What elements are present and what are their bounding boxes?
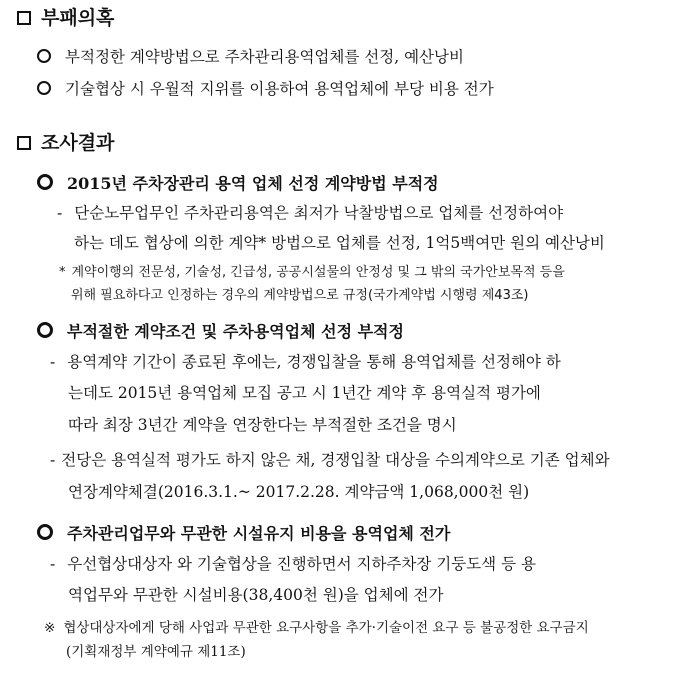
finding-1-note-line-1: * 계약이행의 전문성, 기술성, 긴급성, 공공시설물의 안정성 및 그 밖의 국가안보목적 등을	[59, 265, 565, 280]
checkbox-square-icon	[17, 11, 31, 25]
circle-bullet-icon	[37, 322, 53, 338]
finding-1-body-line-1: - 단순노무업무인 주차관리용역은 최저가 낙찰방법으로 업체를 선정하여야	[57, 204, 564, 222]
finding-1-note-line-2: 위해 필요하다고 인정하는 경우의 계약방법으로 규정(국가계약법 시행령 제43조)	[71, 288, 529, 303]
finding-2-body-line-1: - 용역계약 기간이 종료된 후에는, 경쟁입찰을 통해 용역업체를 선정해야 하	[50, 353, 561, 371]
checkbox-square-icon	[17, 136, 31, 150]
finding-3-body-line-2: 역업무와 무관한 시설비용(38,400천 원)을 업체에 전가	[68, 586, 444, 604]
finding-2-body2-line-2: 연장계약체결(2016.3.1.~ 2017.2.28. 계약금액 1,068,000천 원)	[68, 483, 530, 501]
finding-2-body-line-2: 는데도 2015년 용역업체 모집 공고 시 1년간 계약 후 용역실적 평가에	[68, 384, 541, 402]
section-heading-corruption-suspicion: 부패의혹	[17, 9, 114, 28]
section-heading-investigation-results: 조사결과	[17, 134, 114, 153]
finding-3-note-line-1: ※ 협상대상자에게 당해 사업과 무관한 요구사항을 추가·기술이전 요구 등 불공정한 요구금지	[44, 620, 589, 636]
finding-3-body-line-1: - 우선협상대상자 와 기술협상을 진행하면서 지하주차장 기둥도색 등 용	[50, 555, 536, 573]
suspicion-item-2: 기술협상 시 우월적 지위를 이용하여 용역업체에 부당 비용 전가	[37, 81, 494, 98]
finding-2-body-line-3: 따라 최장 3년간 계약을 연장한다는 부적절한 조건을 명시	[68, 416, 457, 434]
finding-2-heading: 부적절한 계약조건 및 주차용역업체 선정 부적정	[37, 322, 404, 340]
circle-bullet-icon	[37, 49, 51, 63]
circle-bullet-icon	[37, 81, 51, 95]
finding-3-heading: 주차관리업무와 무관한 시설유지 비용을 용역업체 전가	[37, 524, 450, 542]
suspicion-item-1: 부적정한 계약방법으로 주차관리용역업체를 선정, 예산낭비	[37, 49, 464, 66]
circle-bullet-icon	[37, 174, 53, 190]
finding-2-body2-line-1: - 전당은 용역실적 평가도 하지 않은 채, 경쟁입찰 대상을 수의계약으로 기존 업체와	[50, 451, 610, 469]
finding-1-heading: 2015년 주차장관리 용역 업체 선정 계약방법 부적정	[37, 174, 439, 192]
circle-bullet-icon	[37, 524, 53, 540]
finding-3-note-line-2: (기획재정부 계약예규 제11조)	[66, 644, 246, 660]
finding-1-body-line-2: 하는 데도 협상에 의한 계약* 방법으로 업체를 선정, 1억5백여만 원의 예산낭비	[74, 234, 605, 252]
